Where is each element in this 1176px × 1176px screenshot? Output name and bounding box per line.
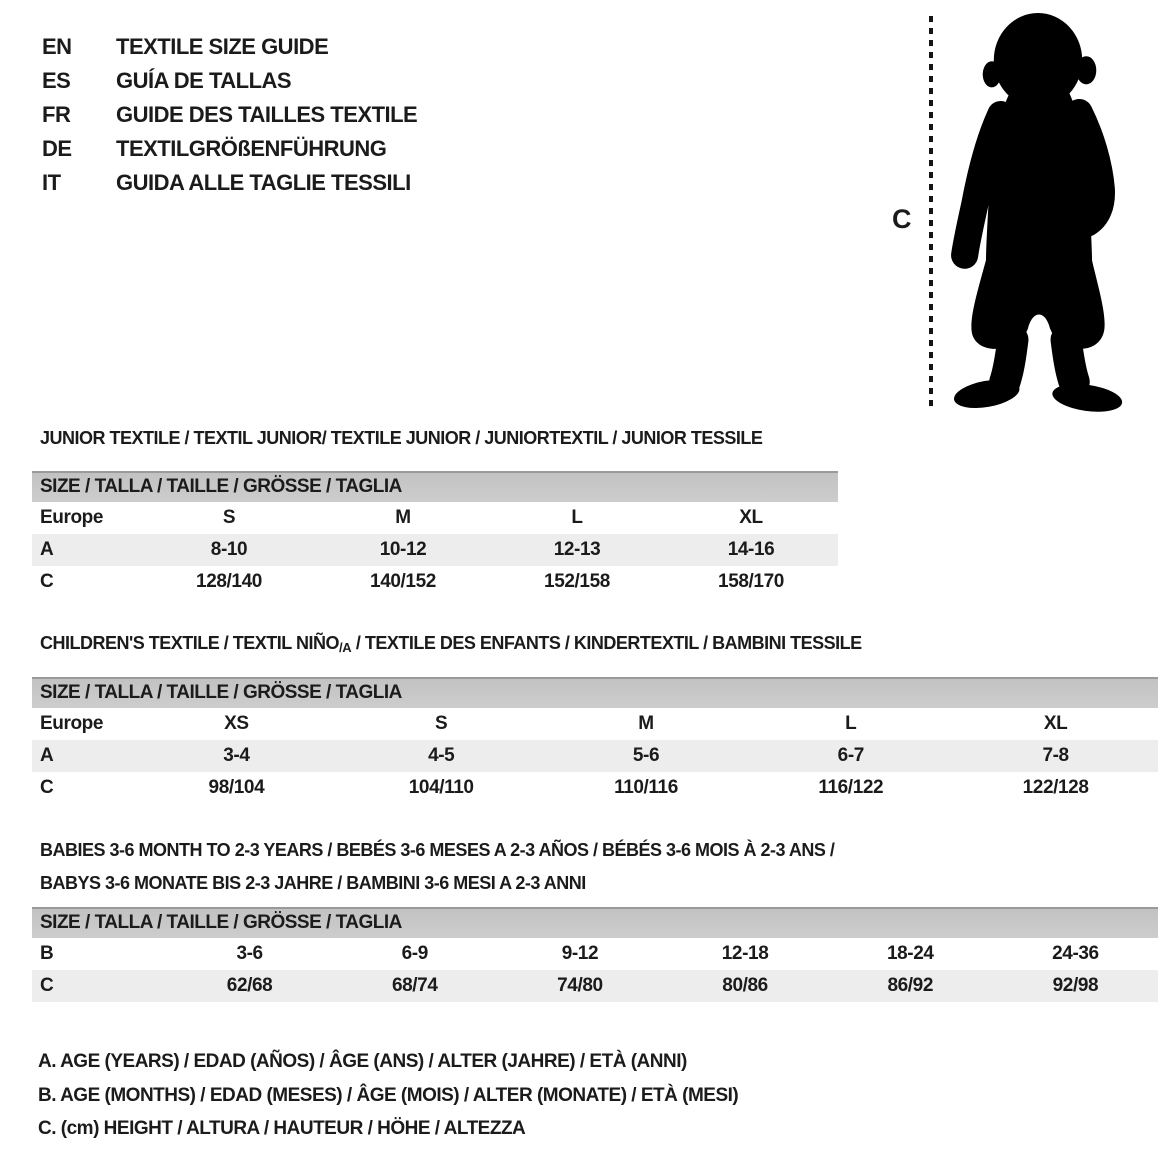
row-label-c: C	[40, 777, 54, 798]
children-section-heading	[40, 630, 862, 658]
junior-height-s: 128/140	[196, 571, 262, 592]
language-code: IT	[42, 170, 61, 195]
language-code: EN	[42, 34, 72, 59]
language-row-it	[42, 166, 417, 200]
children-age-l: 6-7	[837, 745, 864, 766]
babies-months-1: 3-6	[236, 943, 263, 964]
toddler-silhouette	[938, 8, 1140, 412]
children-size-xl: XL	[1043, 713, 1068, 734]
babies-months-6: 24-36	[1052, 943, 1099, 964]
junior-size-l: L	[571, 507, 583, 528]
language-row-de	[42, 132, 417, 166]
row-label-europe: Europe	[40, 507, 104, 528]
babies-height-2: 68/74	[391, 975, 438, 996]
children-age-xs: 3-4	[223, 745, 250, 766]
babies-months-3: 9-12	[561, 943, 599, 964]
junior-age-l: 12-13	[553, 539, 601, 560]
junior-europe-row	[32, 502, 838, 534]
junior-size-table	[32, 471, 838, 598]
junior-size-xl: XL	[739, 507, 763, 528]
children-height-s: 104/110	[408, 777, 474, 798]
babies-months-4: 12-18	[721, 943, 769, 964]
junior-height-xl: 158/170	[718, 571, 784, 592]
children-age-xl: 7-8	[1042, 745, 1069, 766]
children-height-row	[32, 772, 1158, 804]
guide-title-fr: GUIDE DES TAILLES TEXTILE	[116, 102, 418, 127]
junior-age-m: 10-12	[379, 539, 427, 560]
junior-section-heading: JUNIOR TEXTILE / TEXTIL JUNIOR/ TEXTILE JUNIOR / JUNIORTEXTIL / JUNIOR TESSILE	[40, 428, 763, 448]
junior-age-row	[32, 534, 838, 566]
junior-size-m: M	[395, 507, 411, 528]
children-europe-row	[32, 708, 1158, 740]
height-measure-dashed-line	[929, 16, 933, 410]
guide-title-it: GUIDA ALLE TAGLIE TESSILI	[116, 170, 411, 195]
babies-months-row	[32, 938, 1158, 970]
junior-height-l: 152/158	[544, 571, 610, 592]
babies-size-table	[32, 907, 1158, 1002]
row-label-a: A	[40, 745, 54, 766]
row-label-c: C	[40, 571, 54, 592]
children-age-m: 5-6	[632, 745, 660, 766]
babies-height-1: 62/68	[226, 975, 273, 996]
children-size-header-bar: SIZE / TALLA / TAILLE / GRÖSSE / TAGLIA	[32, 677, 1158, 708]
children-height-m: 110/116	[614, 777, 678, 798]
babies-section-heading-line2: BABYS 3-6 MONATE BIS 2-3 JAHRE / BAMBINI 3-6 MESI A 2-3 ANNI	[40, 873, 586, 893]
babies-height-4: 80/86	[722, 975, 768, 996]
row-label-a: A	[40, 539, 54, 560]
babies-height-row	[32, 970, 1158, 1002]
babies-months-5: 18-24	[886, 943, 934, 964]
guide-title-es: GUÍA DE TALLAS	[116, 68, 292, 93]
children-size-xs: XS	[224, 713, 249, 734]
language-row-fr	[42, 98, 417, 132]
row-label-b: B	[40, 943, 54, 964]
height-label-c: C	[892, 204, 912, 234]
junior-size-s: S	[222, 507, 236, 528]
junior-age-xl: 14-16	[727, 539, 775, 560]
children-age-s: 4-5	[428, 745, 455, 766]
guide-title-de: TEXTILGRÖßENFÜHRUNG	[116, 136, 387, 161]
children-height-xl: 122/128	[1022, 777, 1089, 798]
children-heading-subscript: /A	[338, 640, 352, 655]
language-row-en	[42, 30, 417, 64]
junior-age-s: 8-10	[210, 539, 248, 560]
babies-height-3: 74/80	[557, 975, 603, 996]
language-code: ES	[42, 68, 71, 93]
babies-height-5: 86/92	[887, 975, 934, 996]
guide-title-en: TEXTILE SIZE GUIDE	[116, 34, 329, 59]
children-size-l: L	[845, 713, 857, 734]
children-height-l: 116/122	[818, 777, 884, 798]
language-code: FR	[42, 102, 71, 127]
babies-height-6: 92/98	[1052, 975, 1099, 996]
row-label-europe: Europe	[40, 713, 104, 734]
legend-height-cm: C. (cm) HEIGHT / ALTURA / HAUTEUR / HÖHE / ALTEZZA	[38, 1118, 526, 1139]
children-age-row	[32, 740, 1158, 772]
junior-height-m: 140/152	[370, 571, 436, 592]
junior-size-header-bar: SIZE / TALLA / TAILLE / GRÖSSE / TAGLIA	[32, 471, 838, 502]
children-heading-pre: CHILDREN'S TEXTILE / TEXTIL NIÑO	[40, 633, 339, 653]
children-size-table	[32, 677, 1158, 804]
babies-size-header-bar: SIZE / TALLA / TAILLE / GRÖSSE / TAGLIA	[32, 907, 1158, 938]
language-row-es	[42, 64, 417, 98]
legend-age-years: A. AGE (YEARS) / EDAD (AÑOS) / ÂGE (ANS) / ALTER (JAHRE) / ETÀ (ANNI)	[38, 1051, 687, 1072]
language-title-list	[42, 30, 417, 200]
legend-age-months: B. AGE (MONTHS) / EDAD (MESES) / ÂGE (MOIS) / ALTER (MONATE) / ETÀ (MESI)	[38, 1085, 739, 1106]
children-size-s: S	[435, 713, 448, 734]
children-size-m: M	[638, 713, 654, 734]
children-heading-post: / TEXTILE DES ENFANTS / KINDERTEXTIL / BAMBINI TESSILE	[351, 633, 862, 653]
children-height-xs: 98/104	[208, 777, 265, 798]
junior-height-row	[32, 566, 838, 598]
babies-months-2: 6-9	[401, 943, 428, 964]
row-label-c: C	[40, 975, 54, 996]
language-code: DE	[42, 136, 72, 161]
babies-section-heading-line1: BABIES 3-6 MONTH TO 2-3 YEARS / BEBÉS 3-6 MESES A 2-3 AÑOS / BÉBÉS 3-6 MOIS À 2-3 ANS /	[40, 840, 835, 860]
